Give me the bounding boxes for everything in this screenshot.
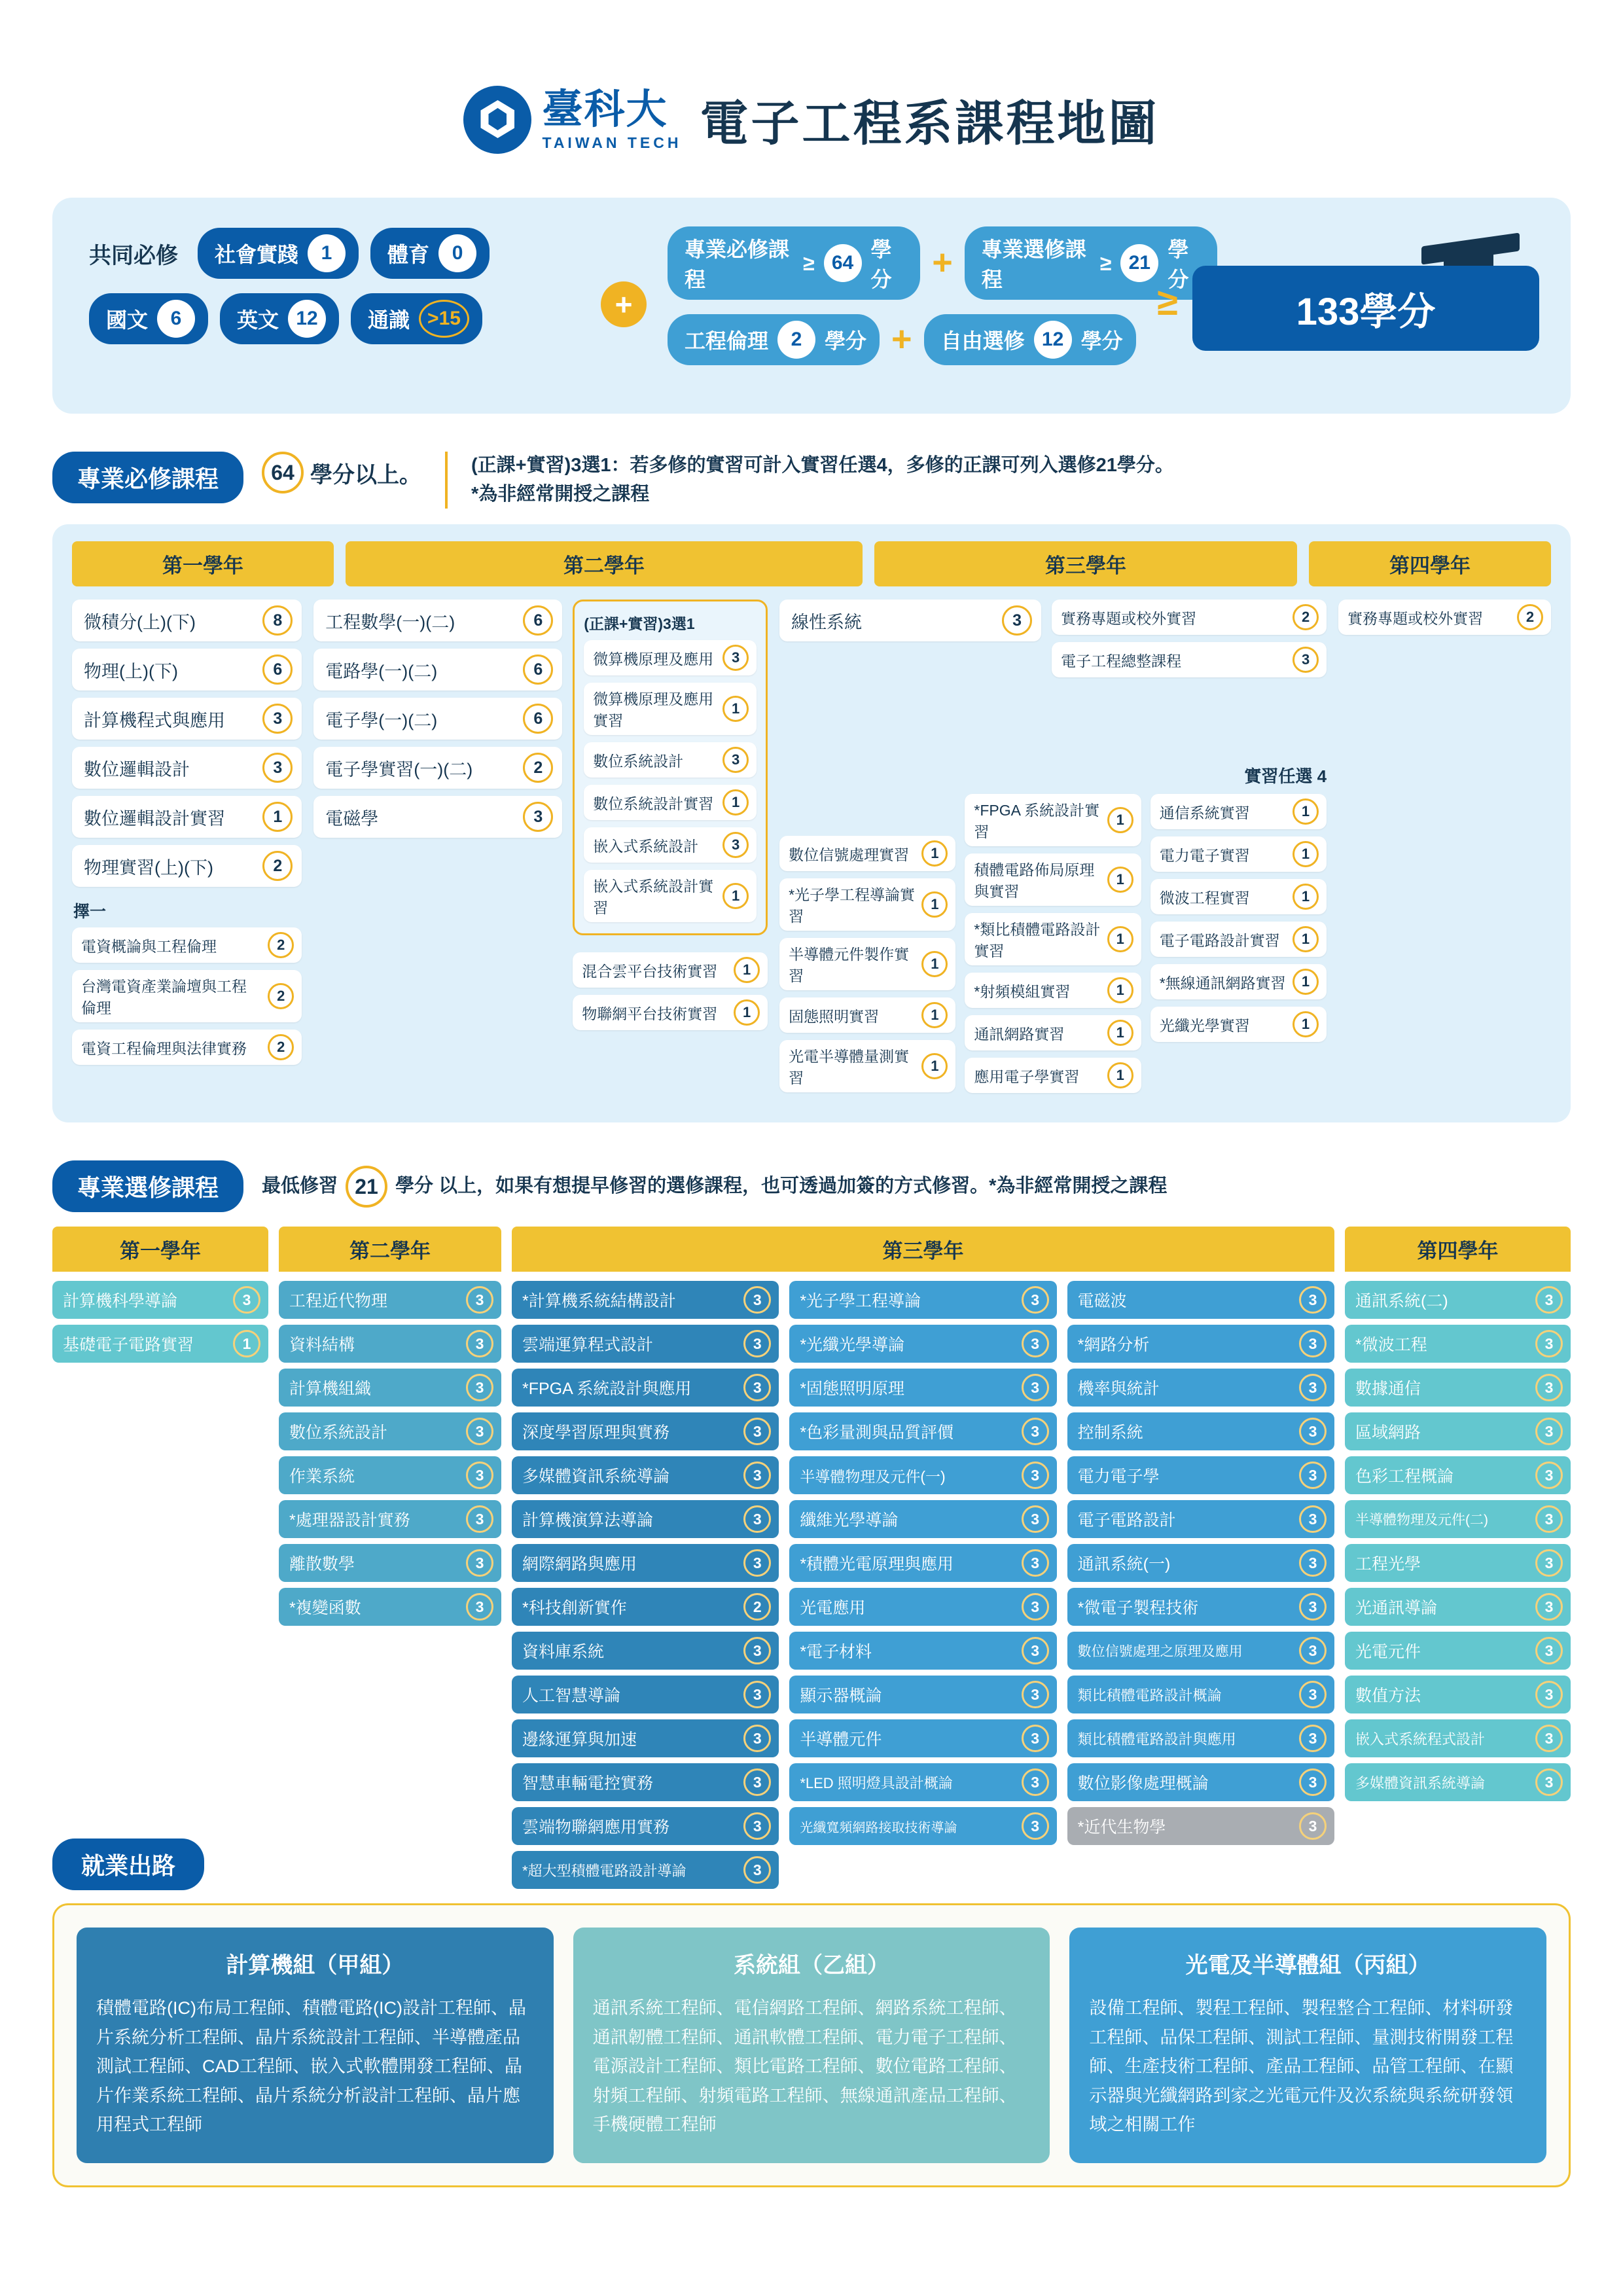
course-item: 色彩工程概論 3 <box>1345 1456 1571 1494</box>
course-item: *光子學工程導論 3 <box>789 1281 1056 1319</box>
course-item: 深度學習原理與實務 3 <box>512 1412 779 1450</box>
course-item: 數位系統設計 3 <box>279 1412 501 1450</box>
course-item: 嵌入式系統程式設計 3 <box>1345 1719 1571 1757</box>
course-item: *光纖光學導論 3 <box>789 1325 1056 1363</box>
course-item: 電資概論與工程倫理 2 <box>72 927 302 963</box>
course-item: 嵌入式系統設計 3 <box>584 827 757 863</box>
course-item: *處理器設計實務 3 <box>279 1500 501 1538</box>
course-item: 人工智慧導論 3 <box>512 1676 779 1713</box>
course-item: 實務專題或校外實習 2 <box>1338 600 1551 635</box>
course-item: 數值方法 3 <box>1345 1676 1571 1713</box>
course-item: *近代生物學 3 <box>1067 1807 1334 1845</box>
elective-section-header <box>52 1160 1571 1212</box>
logo <box>463 86 681 154</box>
logo-chinese-name: 臺科大 <box>542 86 668 132</box>
course-item: *FPGA 系統設計實習 1 <box>965 794 1141 846</box>
course-item: 雲端物聯網應用實務 3 <box>512 1807 779 1845</box>
course-item: 作業系統 3 <box>279 1456 501 1494</box>
course-item: 智慧車輛電控實務 3 <box>512 1763 779 1801</box>
course-item: 電子工程總整課程 3 <box>1052 642 1327 677</box>
course-item: *類比積體電路設計實習 1 <box>965 913 1141 965</box>
course-item: 基礎電子電路實習 1 <box>52 1325 268 1363</box>
course-item: 機率與統計 3 <box>1067 1369 1334 1407</box>
elective-year-3-sub-c <box>1067 1281 1334 1895</box>
course-item: *LED 照明燈具設計概論 3 <box>789 1763 1056 1801</box>
course-item: 離散數學 3 <box>279 1544 501 1582</box>
course-item: 通訊系統(二) 3 <box>1345 1281 1571 1319</box>
required-section-tag: 專業必修課程 <box>52 452 243 503</box>
course-item: 計算機科學導論 3 <box>52 1281 268 1319</box>
course-item: 電力電子學 3 <box>1067 1456 1334 1494</box>
course-item: 電路學(一)(二) 6 <box>313 649 562 691</box>
career-panel <box>52 1903 1571 2187</box>
career-card-body: 設備工程師、製程工程師、製程整合工程師、材料研發工程師、品保工程師、測試工程師、量測技術開發工程師、生產技術工程師、產品工程師、品管工程師、在顯示器與光纖網路到家之光電元件及次系統與系統研發領域之相關工作 <box>1089 1998 1514 2135</box>
course-item: 微波工程實習 1 <box>1150 879 1327 914</box>
required-year-1-header: 第一學年 <box>72 541 334 586</box>
course-item: *微電子製程技術 3 <box>1067 1588 1334 1626</box>
course-item: 電子電路設計 3 <box>1067 1500 1334 1538</box>
elective-year-4-header: 第四學年 <box>1345 1227 1571 1272</box>
course-item: 物理實習(上)(下) 2 <box>72 845 302 887</box>
course-item: 通訊網路實習 1 <box>965 1015 1141 1050</box>
course-item: *科技創新實作 2 <box>512 1588 779 1626</box>
course-item: 微算機原理及應用實習 1 <box>584 683 757 735</box>
course-item: 邊緣運算與加速 3 <box>512 1719 779 1757</box>
credit-summary-panel <box>52 198 1571 414</box>
course-item: 網際網路與應用 3 <box>512 1544 779 1582</box>
course-item: 光通訊導論 3 <box>1345 1588 1571 1626</box>
course-item: 類比積體電路設計與應用 3 <box>1067 1719 1334 1757</box>
course-item: 半導體元件製作實習 1 <box>779 938 955 990</box>
course-item: 半導體元件 3 <box>789 1719 1056 1757</box>
course-item: 雲端運算程式設計 3 <box>512 1325 779 1363</box>
course-item: 應用電子學實習 1 <box>965 1058 1141 1093</box>
course-item: 數據通信 3 <box>1345 1369 1571 1407</box>
course-item: *複變函數 3 <box>279 1588 501 1626</box>
course-item: 光電應用 3 <box>789 1588 1056 1626</box>
course-item: 電資工程倫理與法律實務 2 <box>72 1030 302 1065</box>
course-item: *微波工程 3 <box>1345 1325 1571 1363</box>
course-item: 線性系統 3 <box>779 600 1041 641</box>
course-item: *網路分析 3 <box>1067 1325 1334 1363</box>
major-credit-group <box>668 226 1217 365</box>
course-item: 工程近代物理 3 <box>279 1281 501 1319</box>
course-item: 工程數學(一)(二) 6 <box>313 600 562 641</box>
course-item: *無線通訊網路實習 1 <box>1150 964 1327 999</box>
course-item: *固態照明原理 3 <box>789 1369 1056 1407</box>
course-item: 實務專題或校外實習 2 <box>1052 600 1327 635</box>
course-item: 類比積體電路設計概論 3 <box>1067 1676 1334 1713</box>
course-item: *光子學工程導論實習 1 <box>779 878 955 931</box>
pill-social-practice: 社會實踐 1 <box>198 228 359 279</box>
elective-year-headers <box>52 1227 1571 1272</box>
pill-physical-education: 體育 0 <box>370 228 490 279</box>
elective-year-2-header: 第二學年 <box>279 1227 501 1272</box>
course-item: *計算機系統結構設計 3 <box>512 1281 779 1319</box>
pill-engineering-ethics: 工程倫理 2 學分 <box>668 314 880 365</box>
course-item: 工程光學 3 <box>1345 1544 1571 1582</box>
course-item: *射頻模組實習 1 <box>965 973 1141 1008</box>
course-item: 資料庫系統 3 <box>512 1632 779 1670</box>
course-item: 計算機演算法導論 3 <box>512 1500 779 1538</box>
pill-chinese: 國文 6 <box>89 293 208 344</box>
course-item: 區域網路 3 <box>1345 1412 1571 1450</box>
plus-separator-2: + <box>932 243 953 283</box>
course-item: *電子材料 3 <box>789 1632 1056 1670</box>
pick-three-label: (正課+實習)3選1 <box>584 615 695 632</box>
course-item: *FPGA 系統設計與應用 3 <box>512 1369 779 1407</box>
required-credit-total: 64 學分以上。 <box>262 452 421 493</box>
course-item: 數位系統設計 3 <box>584 742 757 778</box>
page-title: 電子工程系課程地圖 <box>700 96 1160 151</box>
course-item: 微算機原理及應用 3 <box>584 640 757 675</box>
course-item: 數位邏輯設計 3 <box>72 747 302 789</box>
required-year-1-column <box>72 600 302 1100</box>
pick-one-label: 擇一 <box>73 903 107 921</box>
career-card-photonics-group <box>1069 1928 1546 2163</box>
required-year-headers <box>72 541 1551 586</box>
elective-year-1-column <box>52 1281 268 1895</box>
course-item: 電磁波 3 <box>1067 1281 1334 1319</box>
course-item: 光電半導體量測實習 1 <box>779 1040 955 1092</box>
career-card-title: 光電及半導體組（丙組） <box>1185 1953 1431 1978</box>
course-item: 嵌入式系統設計實習 1 <box>584 870 757 922</box>
course-item: 積體電路佈局原理與實習 1 <box>965 853 1141 906</box>
required-section-header <box>52 452 1571 509</box>
course-item: 半導體物理及元件(一) 3 <box>789 1456 1056 1494</box>
elective-year-3-sub-b <box>789 1281 1056 1895</box>
required-note-line2: *為非經常開授之課程 <box>471 483 650 505</box>
elective-year-3-column <box>512 1281 1334 1895</box>
course-item: 計算機程式與應用 3 <box>72 698 302 740</box>
required-year-3-column <box>779 600 1327 1100</box>
required-courses-panel <box>52 524 1571 1122</box>
course-item: 混合雲平台技術實習 1 <box>573 952 768 988</box>
course-item: 微積分(上)(下) 8 <box>72 600 302 641</box>
course-item: 物聯網平台技術實習 1 <box>573 995 768 1030</box>
plus-separator-1: + <box>601 281 647 327</box>
required-year-2-header: 第二學年 <box>346 541 863 586</box>
elective-year-3-sub-a <box>512 1281 779 1895</box>
career-card-title: 計算機組（甲組） <box>226 1953 404 1978</box>
plus-separator-3: + <box>891 319 912 359</box>
course-item: 光電元件 3 <box>1345 1632 1571 1670</box>
course-item: 多媒體資訊系統導論 3 <box>512 1456 779 1494</box>
course-item: 數位影像處理概論 3 <box>1067 1763 1334 1801</box>
course-item: 半導體物理及元件(二) 3 <box>1345 1500 1571 1538</box>
course-item: 電子學(一)(二) 6 <box>313 698 562 740</box>
greater-equal-symbol: ≥ <box>1157 281 1178 323</box>
course-item: 台灣電資產業論壇與工程倫理 2 <box>72 970 302 1022</box>
course-item: 顯示器概論 3 <box>789 1676 1056 1713</box>
course-item: 光纖寬頻網路接取技術導論 3 <box>789 1807 1056 1845</box>
course-item: 數位邏輯設計實習 1 <box>72 796 302 838</box>
course-item: 數位系統設計實習 1 <box>584 785 757 820</box>
elective-credit-total: 21 <box>346 1166 387 1208</box>
total-credits-badge: 133學分 <box>1192 266 1539 351</box>
page-header <box>52 0 1571 181</box>
common-required-label: 共同必修 <box>89 243 178 268</box>
course-item: *色彩量測與品質評價 3 <box>789 1412 1056 1450</box>
course-item: 通信系統實習 1 <box>1150 794 1327 829</box>
course-item: 電子電路設計實習 1 <box>1150 922 1327 957</box>
required-year-2-column <box>313 600 768 1100</box>
elective-section-tag: 專業選修課程 <box>52 1160 243 1212</box>
course-item: 數位信號處理之原理及應用 3 <box>1067 1632 1334 1670</box>
career-card-title: 系統組（乙組） <box>734 1953 889 1978</box>
required-year-4-header: 第四學年 <box>1309 541 1551 586</box>
required-year-4-column <box>1338 600 1551 1100</box>
pill-major-elective: 專業選修課程 ≥ 21 學分 <box>965 226 1217 300</box>
career-section-tag: 就業出路 <box>52 1839 204 1890</box>
course-item: 物理(上)(下) 6 <box>72 649 302 691</box>
elective-note-post: 學分 以上，如果有想提早修習的選修課程，也可透過加簽的方式修習。*為非經常開授之課程 <box>395 1175 1168 1196</box>
course-item: 固態照明實習 1 <box>779 997 955 1033</box>
required-note-line1: (正課+實習)3選1：若多修的實習可計入實習任選4，多修的正課可列入選修21學分。 <box>471 455 1174 476</box>
pill-major-required: 專業必修課程 ≥ 64 學分 <box>668 226 920 300</box>
required-year-3-header: 第三學年 <box>874 541 1297 586</box>
pill-english: 英文 12 <box>220 293 339 344</box>
elective-note-pre: 最低修習 <box>262 1175 338 1196</box>
taiwan-tech-logo-icon <box>463 86 531 154</box>
elective-year-2-column <box>279 1281 501 1895</box>
course-item: 多媒體資訊系統導論 3 <box>1345 1763 1571 1801</box>
course-item: 電力電子實習 1 <box>1150 836 1327 872</box>
pill-free-elective: 自由選修 12 學分 <box>924 314 1136 365</box>
career-card-body: 積體電路(IC)布局工程師、積體電路(IC)設計工程師、晶片系統分析工程師、晶片系統設計工程師、半導體產品測試工程師、CAD工程師、嵌入式軟體開發工程師、晶片作業系統工程師、晶片系統分析設計工程師、晶片應用程式工程師 <box>96 1998 526 2135</box>
course-item: *積體光電原理與應用 3 <box>789 1544 1056 1582</box>
career-card-computer-group <box>77 1928 554 2163</box>
divider <box>445 452 448 509</box>
course-item: 電磁學 3 <box>313 796 562 838</box>
course-item: 纖維光學導論 3 <box>789 1500 1056 1538</box>
course-item: 資料結構 3 <box>279 1325 501 1363</box>
course-item: 數位信號處理實習 1 <box>779 836 955 871</box>
career-card-body: 通訊系統工程師、電信網路工程師、網路系統工程師、通訊韌體工程師、通訊軟體工程師、電力電子工程師、電源設計工程師、類比電路工程師、數位電路工程師、射頻工程師、射頻電路工程師、無線通訊產品工程師、手機硬體工程師 <box>592 1998 1017 2135</box>
course-item: 計算機組織 3 <box>279 1369 501 1407</box>
career-card-system-group <box>573 1928 1050 2163</box>
course-item: *超大型積體電路設計導論 3 <box>512 1851 779 1889</box>
common-required-group <box>89 228 586 344</box>
course-item: 控制系統 3 <box>1067 1412 1334 1450</box>
course-item: 光纖光學實習 1 <box>1150 1007 1327 1042</box>
course-item: 通訊系統(一) 3 <box>1067 1544 1334 1582</box>
elective-year-4-column <box>1345 1281 1571 1895</box>
logo-english-name: TAIWAN TECH <box>542 134 682 151</box>
elective-year-3-header: 第三學年 <box>512 1227 1334 1272</box>
course-item: 電子學實習(一)(二) 2 <box>313 747 562 789</box>
pill-general-education: 通識 >15 <box>351 293 482 344</box>
elective-year-1-header: 第一學年 <box>52 1227 268 1272</box>
lab-selection-label: 實習任選 4 <box>1244 766 1327 786</box>
lab-courses-group <box>779 794 1327 1100</box>
elective-courses-panel <box>52 1227 1571 1895</box>
pick-three-group <box>573 600 768 935</box>
